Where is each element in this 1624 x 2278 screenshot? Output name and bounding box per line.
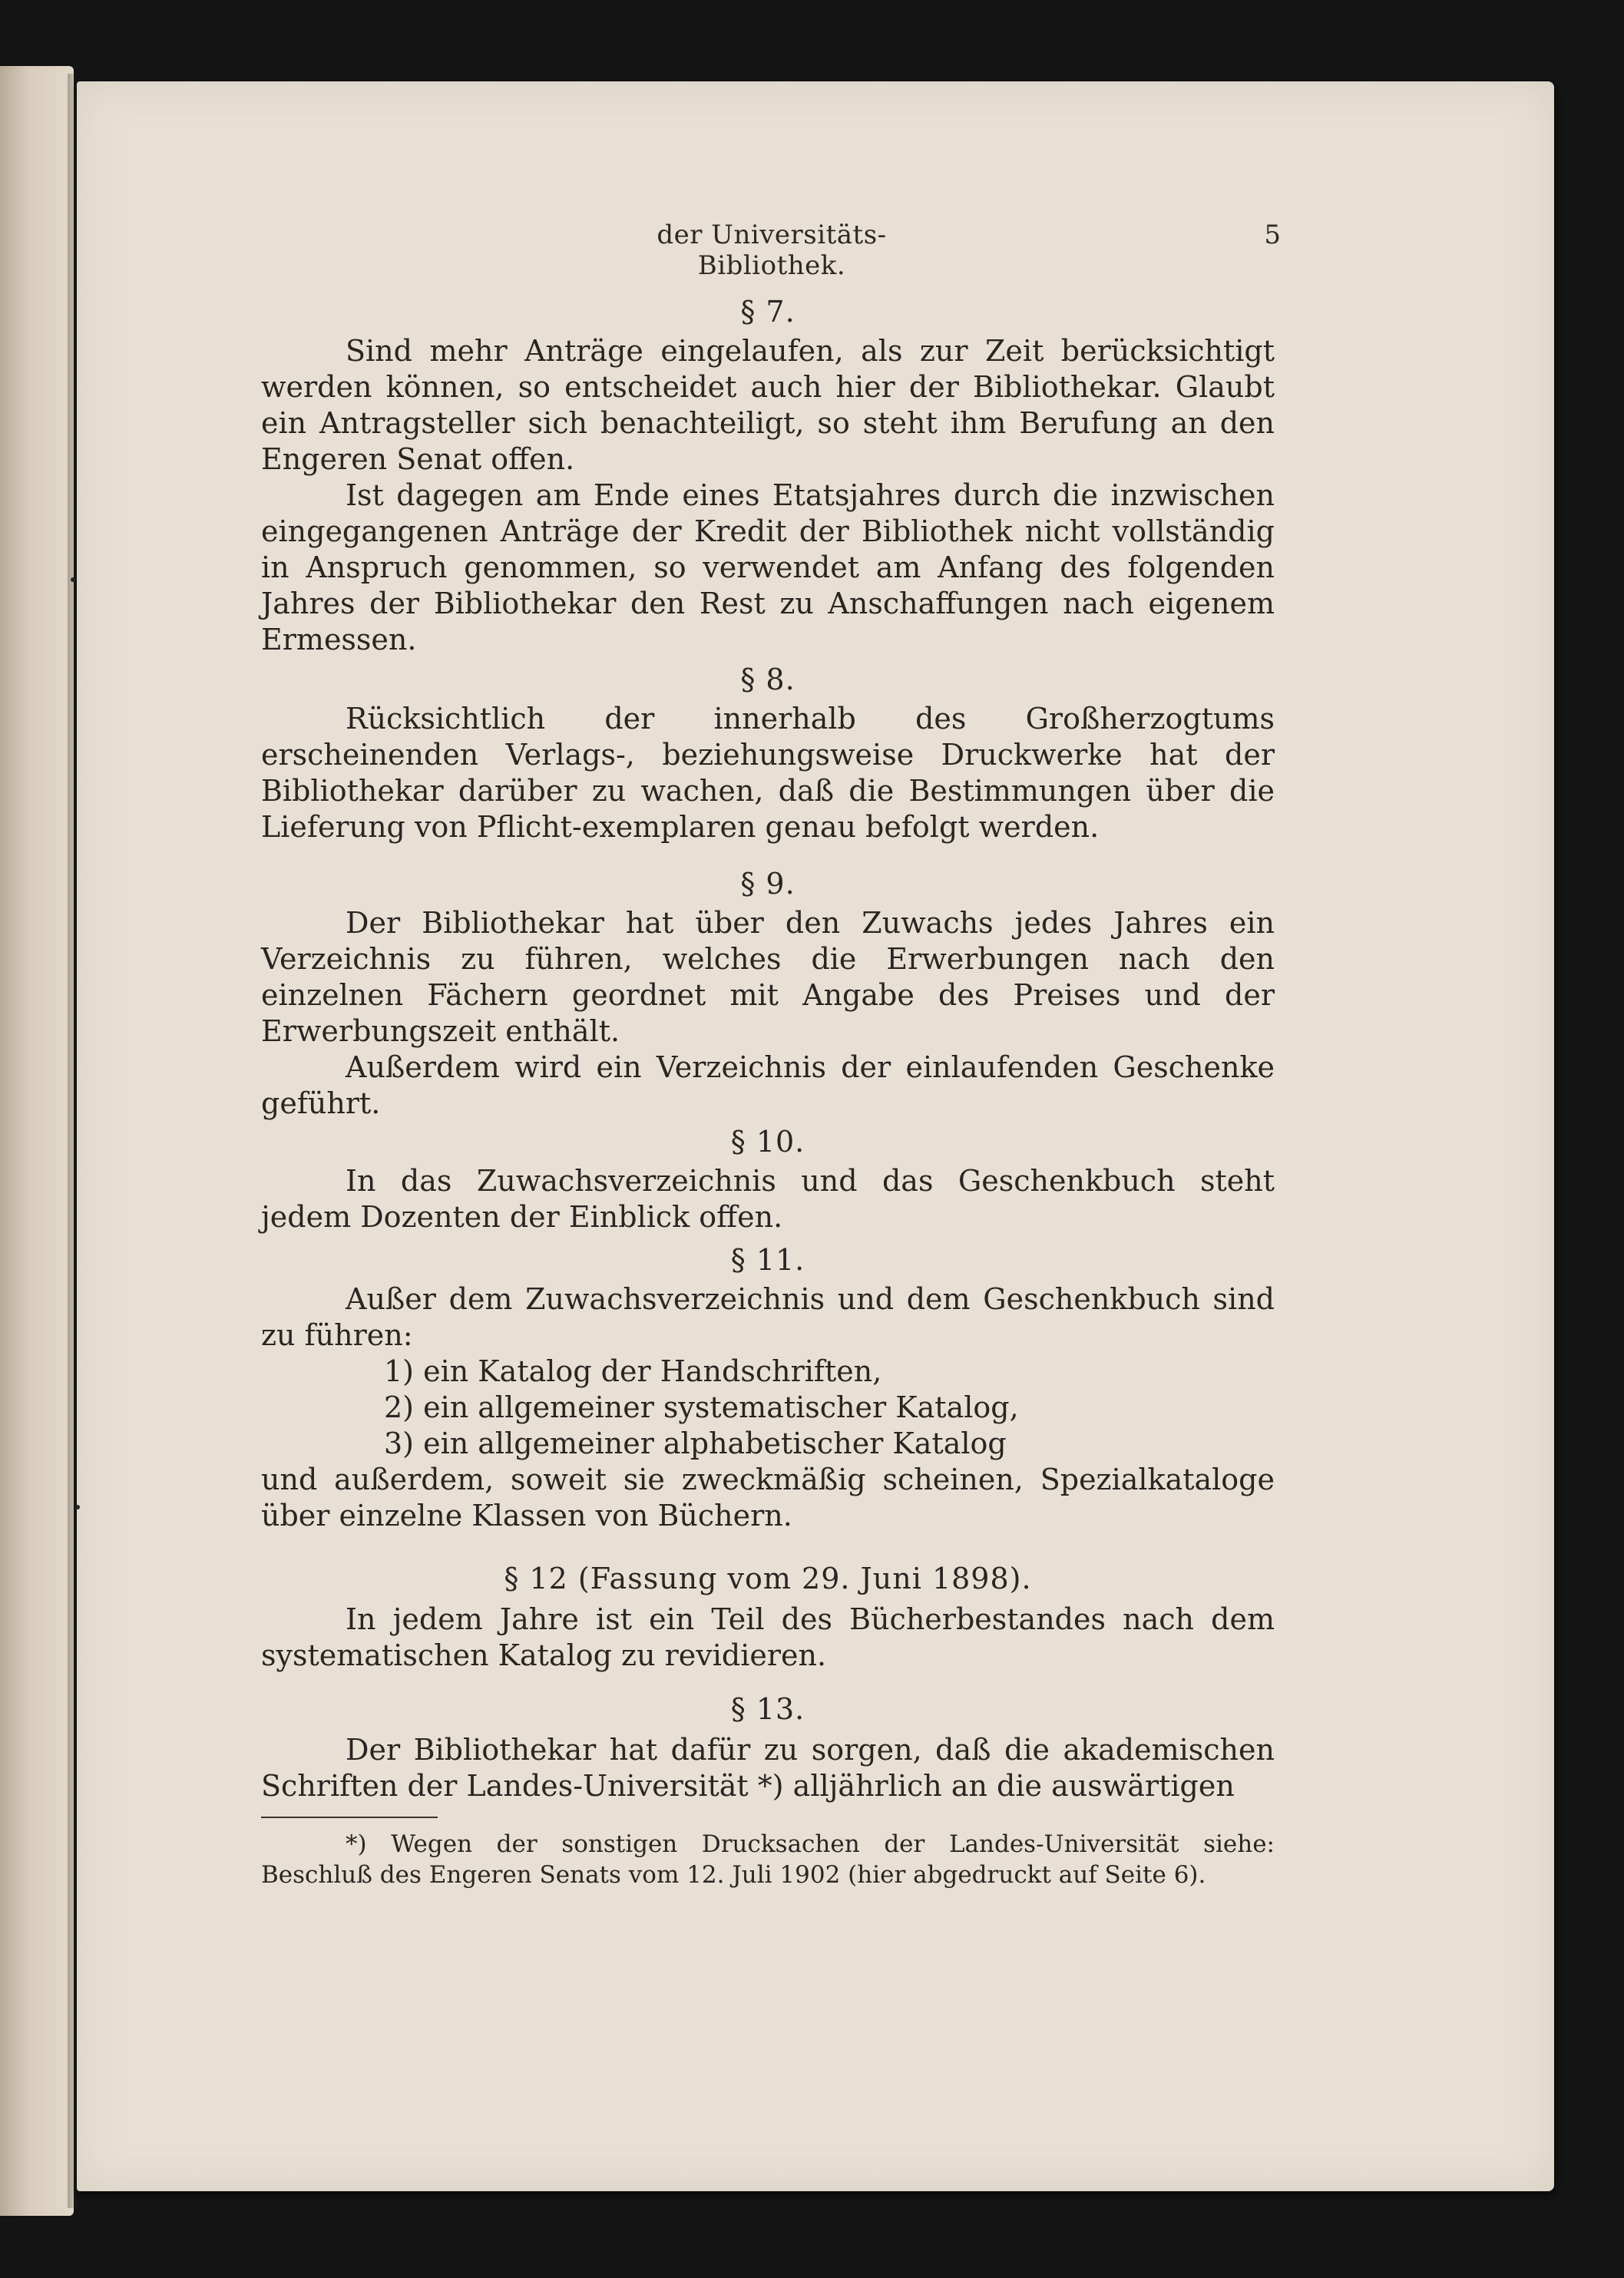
paragraph: In das Zuwachsverzeichnis und das Geschenkbuch steht jedem Dozenten der Einblick offen. bbox=[261, 1164, 1275, 1234]
page-body bbox=[261, 212, 1275, 1890]
paragraph: Rücksichtlich der innerhalb des Großherzogtums erscheinenden Verlags-, beziehungsweise Druckwerke hat der Bibliothekar darüber zu wachen, daß die Bestimmungen über die Lieferung von Pflicht-exemplaren genau befolgt werden. bbox=[261, 702, 1275, 844]
margin-mark bbox=[75, 1505, 80, 1509]
paragraph: Außer dem Zuwachsverzeichnis und dem Geschenkbuch sind zu führen: bbox=[261, 1282, 1275, 1352]
page-number: 5 bbox=[1264, 220, 1281, 250]
paragraph: und außerdem, soweit sie zweckmäßig scheinen, Spezialkataloge über einzelne Klassen von Büchern. bbox=[261, 1463, 1275, 1532]
margin-mark bbox=[71, 577, 75, 582]
catalog-list bbox=[261, 1354, 1275, 1462]
previous-page-edge bbox=[0, 66, 74, 2216]
section-heading: § 7. bbox=[740, 295, 795, 329]
section-heading: § 13. bbox=[730, 1692, 805, 1726]
list-item: 2) ein allgemeiner systematischer Katalog, bbox=[384, 1390, 1019, 1424]
list-item: 1) ein Katalog der Handschriften, bbox=[384, 1354, 882, 1388]
running-title: der Universitäts-Bibliothek. bbox=[657, 220, 887, 281]
section-heading: § 8. bbox=[740, 663, 795, 696]
section-heading: § 10. bbox=[730, 1125, 805, 1159]
section-heading: § 12 (Fassung vom 29. Juni 1898). bbox=[504, 1562, 1032, 1595]
paragraph: Der Bibliothekar hat dafür zu sorgen, daß die akademischen Schriften der Landes-Universität *) alljährlich an die auswärtigen bbox=[261, 1733, 1275, 1803]
list-item: 3) ein allgemeiner alphabetischer Katalog bbox=[384, 1427, 1007, 1460]
paragraph: Sind mehr Anträge eingelaufen, als zur Zeit berücksichtigt werden können, so entscheidet auch hier der Bibliothekar. Glaubt ein Antragsteller sich benachteiligt, so steht ihm Berufung an den Engeren Senat offen. bbox=[261, 334, 1275, 476]
section-heading: § 11. bbox=[730, 1243, 805, 1277]
footnote: *) Wegen der sonstigen Drucksachen der Landes-Universität siehe: Beschluß des Engeren Senats vom 12. Juli 1902 (hier abgedruckt auf Seite 6). bbox=[261, 1830, 1275, 1889]
paragraph: Ist dagegen am Ende eines Etatsjahres durch die inzwischen eingegangenen Anträge der Kredit der Bibliothek nicht vollständig in Anspruch genommen, so verwendet am Anfang des folgenden Jahres der Bibliothekar den Rest zu Anschaffungen nach eigenem Ermessen. bbox=[261, 478, 1275, 656]
footnote-rule bbox=[261, 1817, 438, 1818]
paragraph: Der Bibliothekar hat über den Zuwachs jedes Jahres ein Verzeichnis zu führen, welches die Erwerbungen nach den einzelnen Fächern geordnet mit Angabe des Preises und der Erwerbungszeit enthält. bbox=[261, 906, 1275, 1048]
section-heading: § 9. bbox=[740, 867, 795, 901]
paragraph: In jedem Jahre ist ein Teil des Bücherbestandes nach dem systematischen Katalog zu revidieren. bbox=[261, 1602, 1275, 1672]
paragraph: Außerdem wird ein Verzeichnis der einlaufenden Geschenke geführt. bbox=[261, 1050, 1275, 1120]
